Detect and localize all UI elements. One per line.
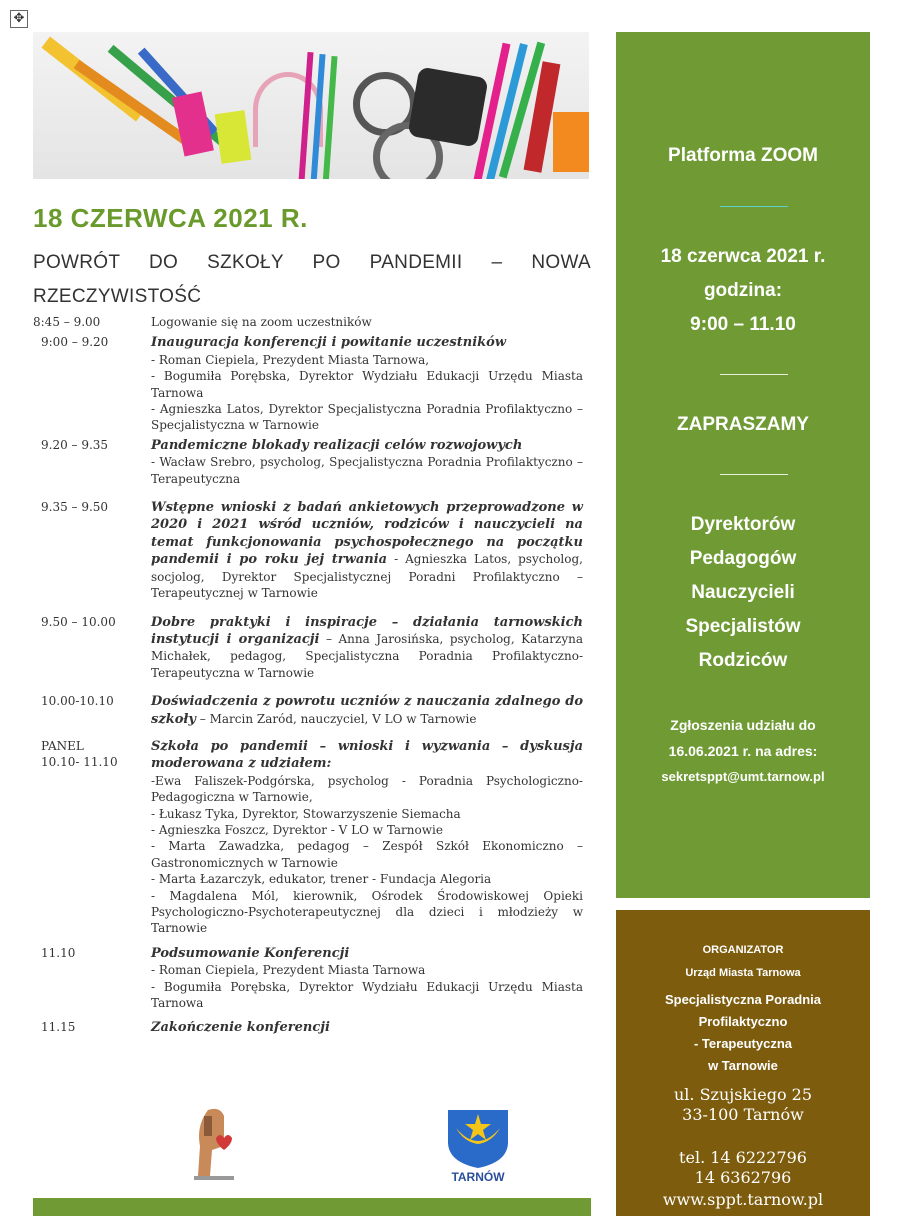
agenda-item xyxy=(33,499,583,601)
agenda-item xyxy=(33,334,583,433)
organizer-street: ul. Szujskiego 25 xyxy=(673,1085,813,1104)
agenda-session-title: Wstępne wnioski z badań ankietowych przeprowadzone w 2020 i 2021 wśród uczniów, rodziców i nauczycieli na temat funkcjonowania psychospołecznego na początku pandemii i po roku jej trwania xyxy=(151,500,583,568)
agenda-session-title: Inauguracja konferencji i powitanie uczestników xyxy=(151,335,507,351)
school-supplies-photo xyxy=(33,32,589,179)
event-hours: 9:00 – 11.10 xyxy=(690,314,796,335)
agenda-speaker-line: - Marta Zawadzka, pedagog – Zespół Szkół Ekonomiczno – Gastronomicznych w Tarnowie xyxy=(151,839,583,870)
move-handle-icon[interactable]: ✥ xyxy=(10,10,28,28)
platform-label: Platforma ZOOM xyxy=(668,145,818,166)
agenda-speaker-line: - Bogumiła Porębska, Dyrektor Wydziału Edukacji Urzędu Miasta Tarnowa xyxy=(151,979,583,1011)
agenda-time: 9.50 – 10.00 xyxy=(41,614,116,629)
agenda-speaker-line: - Wacław Srebro, psycholog, Specjalistyczna Poradnia Profilaktyczno – Terapeutyczna xyxy=(151,455,583,486)
audience-item: Rodziców xyxy=(698,650,788,671)
agenda-body xyxy=(151,1019,583,1036)
event-date: 18 czerwca 2021 r. xyxy=(660,246,826,267)
agenda-speaker-line: - Łukasz Tyka, Dyrektor, Stowarzyszenie Siemacha xyxy=(151,806,461,821)
organizer-phone: tel. 14 6222796 xyxy=(679,1148,807,1167)
audience-item: Nauczycieli xyxy=(691,582,795,603)
tarnow-caption: TARNÓW xyxy=(451,1170,505,1184)
organizer-clinic-line: - Terapeutyczna xyxy=(693,1036,792,1051)
agenda-item xyxy=(33,738,583,937)
clinic-logo-icon xyxy=(190,1106,240,1182)
agenda-body xyxy=(151,693,583,728)
agenda-speaker-line: - Roman Ciepiela, Prezydent Miasta Tarnowa xyxy=(151,963,426,978)
agenda-body xyxy=(151,614,583,682)
agenda-speaker-line: Logowanie się na zoom uczestników xyxy=(151,315,372,329)
organizer-clinic-line: w Tarnowie xyxy=(708,1058,778,1073)
tarnow-crest-icon xyxy=(440,1106,516,1170)
agenda-speaker-line: – Marcin Zaród, nauczyciel, V LO w Tarnowie xyxy=(199,711,477,726)
registration-email[interactable]: sekretsppt@umt.tarnow.pl xyxy=(661,769,825,784)
audience-item: Dyrektorów xyxy=(690,514,796,535)
agenda-speaker-line: – Anna Jarosińska, psycholog, Katarzyna Michałek, pedagog, Specjalistyczna Poradnia Profilaktyczno- Terapeutyczna w Tarnowie xyxy=(151,631,583,680)
event-info-panel xyxy=(616,32,870,898)
agenda-session-title: Podsumowanie Konferencji xyxy=(151,945,350,961)
agenda-time: 9:00 – 9.20 xyxy=(41,335,109,350)
agenda-session-title: Doświadczenia z powrotu uczniów z nauczania zdalnego do szkoły xyxy=(151,694,583,727)
organizer-clinic-line: Profilaktyczno xyxy=(698,1014,788,1029)
agenda-session-title: Zakończenie konferencji xyxy=(151,1020,330,1036)
agenda-item xyxy=(33,1019,583,1036)
agenda-item xyxy=(33,945,583,1012)
event-date-title: 18 CZERWCA 2021 R. xyxy=(33,203,308,233)
agenda-session-title: Szkoła po pandemii – wnioski i wyzwania – dyskusja moderowana z udziałem: xyxy=(151,738,583,772)
footer-bar xyxy=(33,1198,591,1216)
audience-item: Pedagogów xyxy=(689,548,797,569)
agenda-body xyxy=(151,738,583,937)
agenda-time: 10.00-10.10 xyxy=(41,694,114,709)
agenda-item xyxy=(33,693,583,728)
agenda-speaker-line: -Ewa Faliszek-Podgórska, psycholog - Poradnia Psychologiczno- Pedagogiczna w Tarnowie, xyxy=(151,773,583,805)
hour-label: godzina: xyxy=(703,280,783,301)
invite-label: ZAPRASZAMY xyxy=(677,414,809,435)
agenda-speaker-line: - Magdalena Mól, kierownik, Ośrodek Środowiskowej Opieki Psychologiczno-Psychoterapeutycznej dla dzieci i młodzieży w Tarnowie xyxy=(151,888,583,936)
agenda-speaker-line: - Agnieszka Latos, Dyrektor Specjalistyczna Poradnia Profilaktyczno – Specjalistyczna w Tarnowie xyxy=(151,402,583,433)
registration-deadline: 16.06.2021 r. na adres: xyxy=(668,743,818,759)
agenda-time: 9.20 – 9.35 xyxy=(41,437,109,452)
agenda-speaker-line: - Agnieszka Foszcz, Dyrektor - V LO w Tarnowie xyxy=(151,822,443,837)
organizer-city-office: Urząd Miasta Tarnowa xyxy=(685,967,801,979)
agenda-time: 11.10 xyxy=(41,945,76,960)
agenda-time: 9.35 – 9.50 xyxy=(41,500,109,515)
agenda-body xyxy=(151,499,583,601)
agenda-time: 11.15 xyxy=(41,1020,76,1035)
clinic-logo xyxy=(190,1106,240,1182)
agenda-item xyxy=(33,437,583,487)
audience-item: Specjalistów xyxy=(685,616,801,637)
event-title: POWRÓT DO SZKOŁY PO PANDEMII – NOWA RZECZYWISTOŚĆ xyxy=(33,252,591,307)
agenda-item xyxy=(33,314,583,330)
organizer-postal: 33-100 Tarnów xyxy=(682,1105,804,1124)
divider xyxy=(720,206,788,207)
organizer-clinic-line: Specjalistyczna Poradnia xyxy=(664,992,822,1007)
organizer-website[interactable]: www.sppt.tarnow.pl xyxy=(662,1190,824,1209)
agenda-speaker-line: - Agnieszka Latos, psycholog, socjolog, Dyrektor Specjalistycznej Poradni Profilaktyczno – Terapeutycznej w Tarnowie xyxy=(151,552,583,601)
agenda-speaker-line: - Bogumiła Porębska, Dyrektor Wydziału Edukacji Urzędu Miasta Tarnowa xyxy=(151,369,583,400)
agenda-body xyxy=(151,314,583,330)
organizer-panel xyxy=(616,910,870,1216)
agenda-session-title: Dobre praktyki i inspiracje – działania tarnowskich instytucji i organizacji xyxy=(151,614,583,647)
agenda-session-title: Pandemiczne blokady realizacji celów rozwojowych xyxy=(151,437,523,453)
organizer-phone: 14 6362796 xyxy=(694,1168,792,1187)
agenda-time: 8:45 – 9.00 xyxy=(33,315,101,329)
tarnow-logo xyxy=(440,1106,516,1188)
agenda-time: PANEL 10.10- 11.10 xyxy=(41,738,118,770)
divider xyxy=(720,474,788,475)
agenda-body xyxy=(151,945,583,1012)
agenda-speaker-line: - Marta Łazarczyk, edukator, trener - Fundacja Alegoria xyxy=(151,872,492,887)
divider xyxy=(720,374,788,375)
agenda-item xyxy=(33,614,583,682)
agenda-body xyxy=(151,334,583,433)
agenda-list xyxy=(33,306,583,1037)
registration-text: Zgłoszenia udziału do xyxy=(670,717,816,733)
agenda-body xyxy=(151,437,583,487)
organizer-label: ORGANIZATOR xyxy=(702,944,784,956)
agenda-speaker-line: - Roman Ciepiela, Prezydent Miasta Tarnowa, xyxy=(151,352,430,367)
